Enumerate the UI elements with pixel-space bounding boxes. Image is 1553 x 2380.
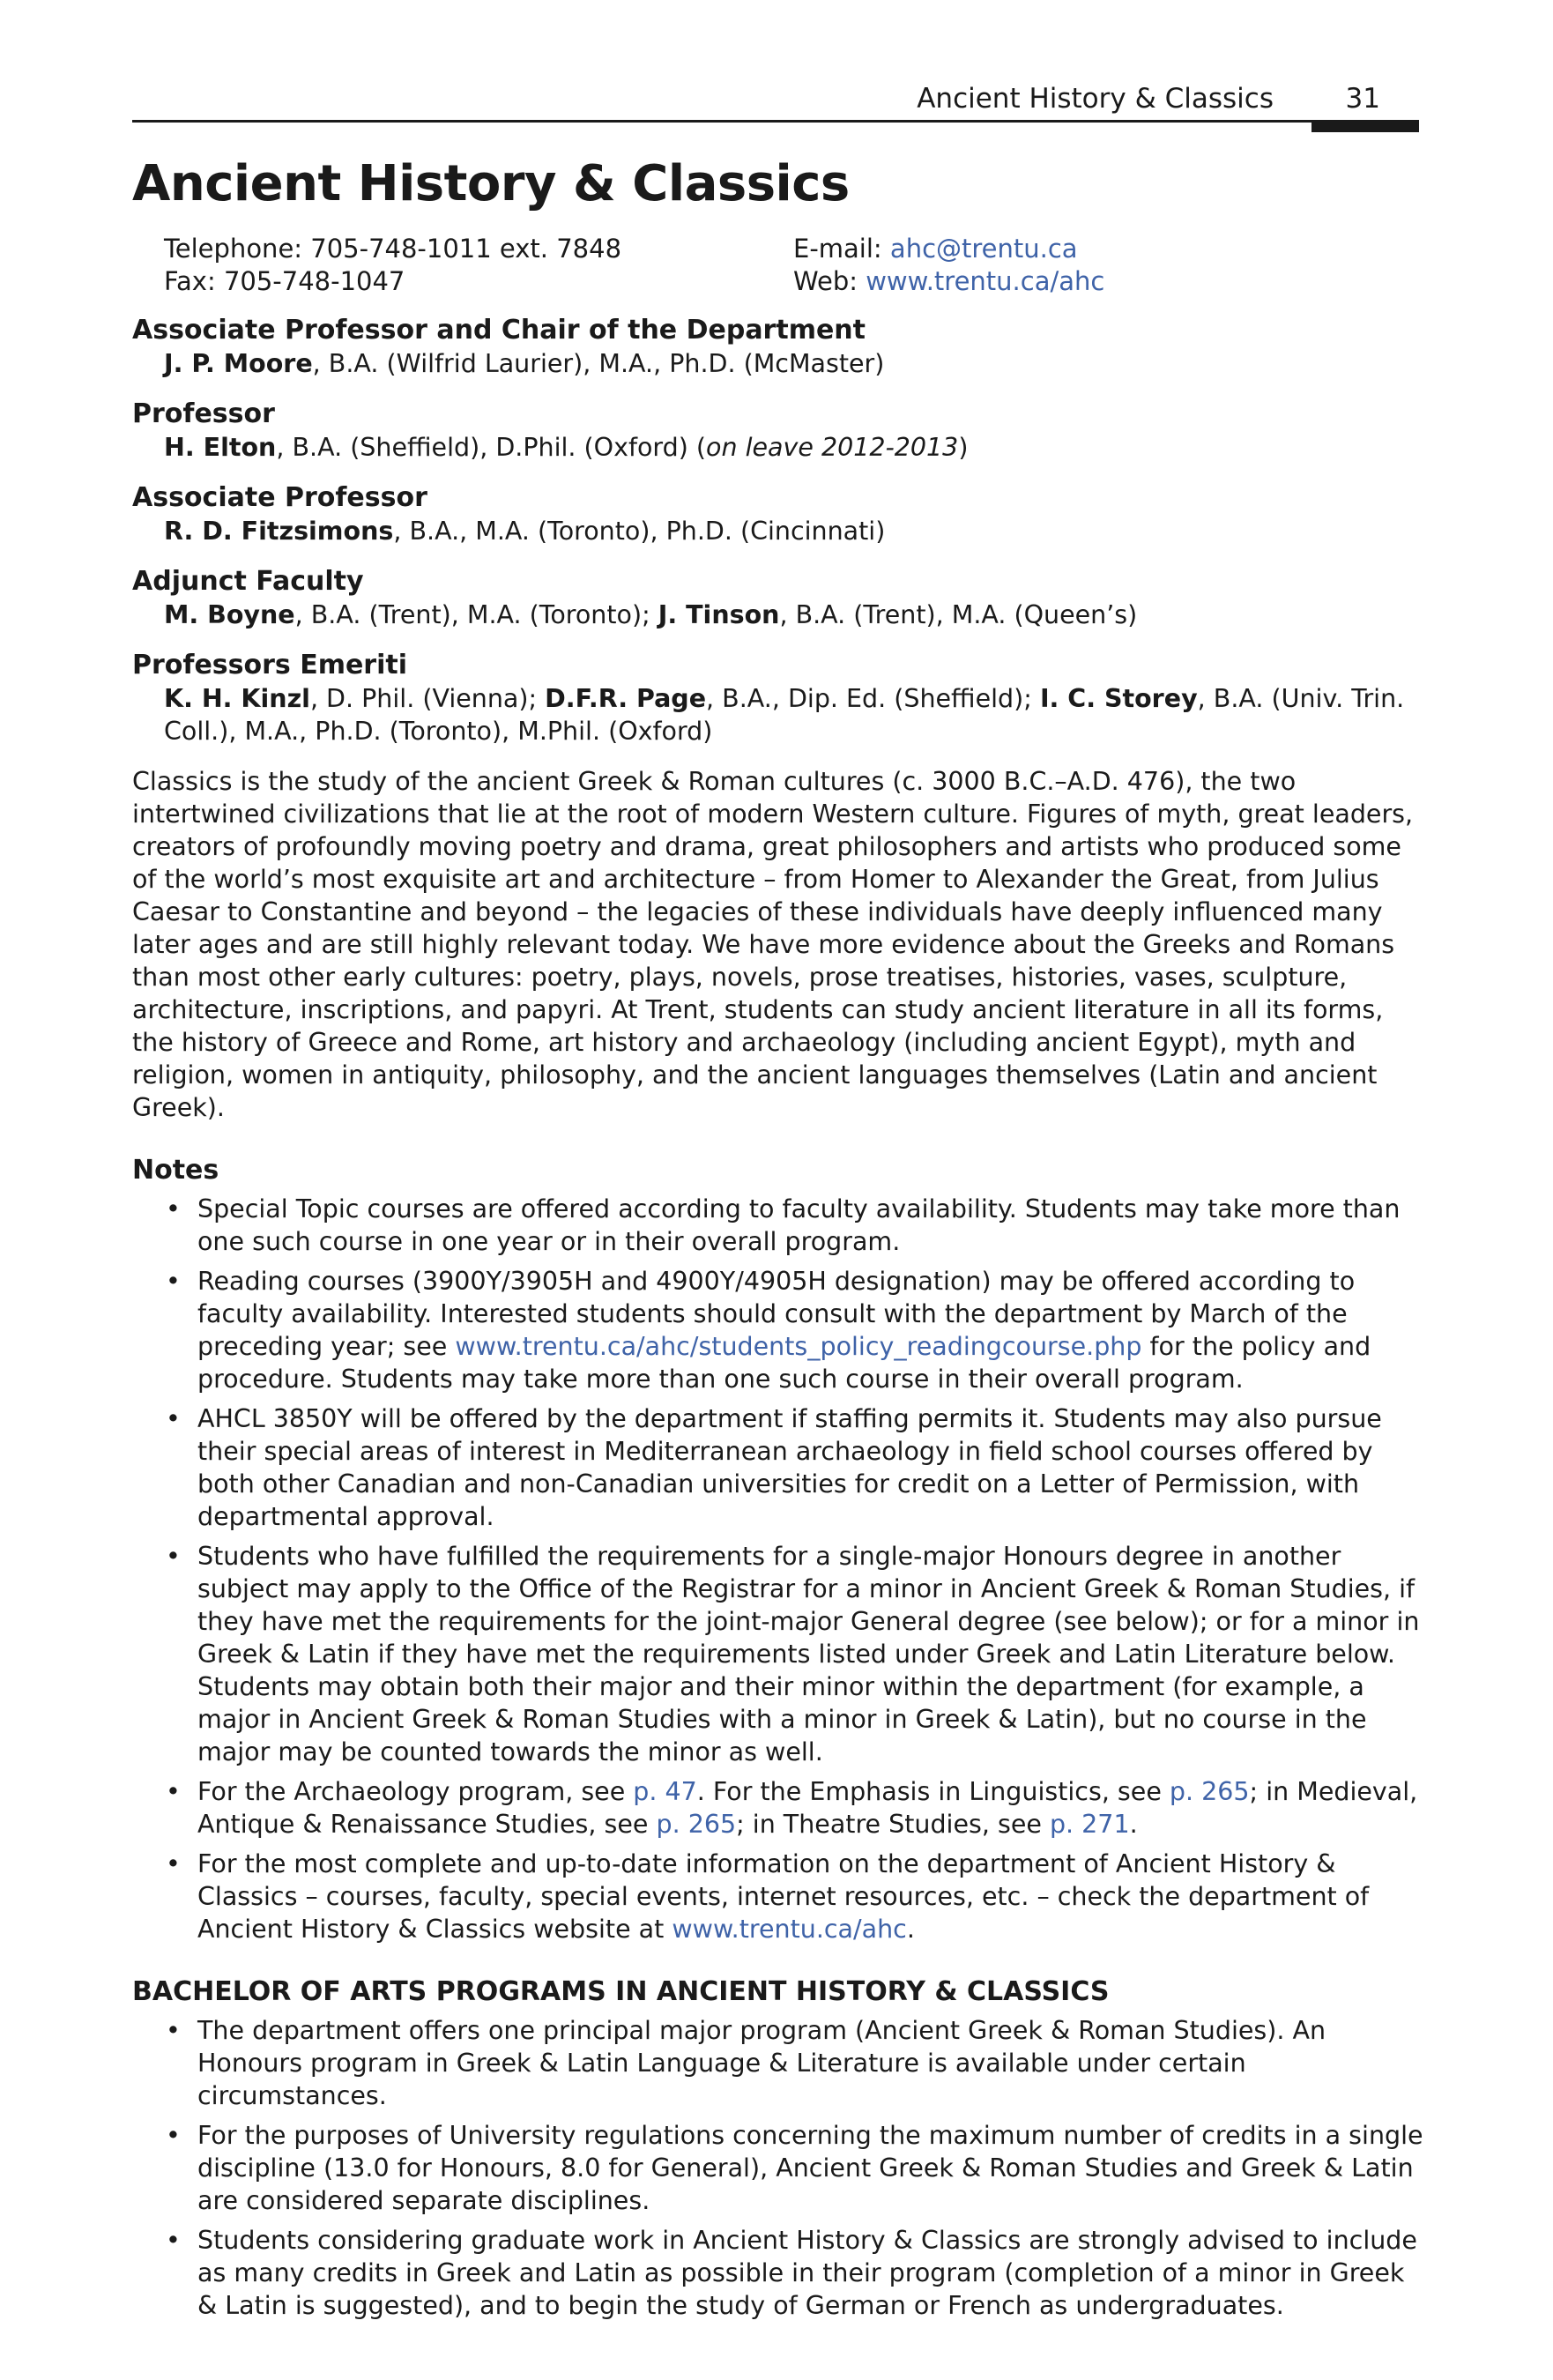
faculty-members (132, 347, 1423, 380)
ba-programs-list (132, 2014, 1423, 2322)
faculty-list (132, 314, 1423, 747)
faculty-credentials: , B.A. (Trent), M.A. (Queen’s) (779, 600, 1138, 629)
web-link[interactable]: www.trentu.ca/ahc (866, 266, 1105, 296)
page-number: 31 (1345, 83, 1380, 115)
faculty-group (132, 314, 1423, 380)
cross-reference-link[interactable]: p. 265 (1169, 1777, 1250, 1806)
faculty-name: R. D. Fitzsimons (164, 517, 394, 546)
list-item-text: . (1129, 1810, 1138, 1839)
faculty-group (132, 398, 1423, 464)
bullet-icon: • (166, 1267, 181, 1296)
header-tab-marker (1312, 120, 1419, 132)
running-header-title: Ancient History & Classics (917, 83, 1274, 115)
bullet-icon: • (166, 1542, 181, 1571)
list-item (132, 2014, 1423, 2112)
intro-paragraph: Classics is the study of the ancient Greek & Roman cultures (c. 3000 B.C.–A.D. 476), the two intertwined civilizations that lie at the root of modern Western culture. Figures of myth, great leaders, creators of profoundly moving poetry and drama, great philosophers and artists who produced some of the world’s most exquisite art and architecture – from Homer to Alexander the Great, from Julius Caesar to Constantine and beyond – the legacies of these individuals have deeply influenced many later ages and are still highly relevant today. We have more evidence about the Greeks and Romans than most other early cultures: poetry, plays, novels, prose treatises, histories, vases, sculpture, architecture, inscriptions, and papyri. At Trent, students can study ancient literature in all its forms, the history of Greece and Rome, art history and archaeology (including ancient Egypt), myth and religion, women in antiquity, philosophy, and the ancient languages themselves (Latin and ancient Greek). (132, 767, 1414, 1122)
list-item (132, 1193, 1423, 1258)
faculty-members (132, 682, 1423, 747)
notes-list (132, 1193, 1423, 1945)
contact-email-web (793, 233, 1104, 298)
contact-phone-fax (164, 233, 621, 298)
list-item-text: ; in Medieval, Antique & Renaissance Studies, see (197, 1777, 1418, 1839)
bullet-icon: • (166, 1194, 181, 1223)
fax: Fax: 705-748-1047 (164, 266, 405, 296)
faculty-credentials: , B.A., M.A. (Toronto), Ph.D. (Cincinnati) (393, 517, 886, 546)
cross-reference-link[interactable]: p. 265 (656, 1810, 737, 1839)
faculty-credentials: , B.A. (Trent), M.A. (Toronto); (294, 600, 658, 629)
list-item-text: Special Topic courses are offered according to faculty availability. Students may take more than one such course in one year or in their overall program. (197, 1194, 1401, 1256)
faculty-name: D.F.R. Page (545, 684, 707, 713)
faculty-members (132, 599, 1423, 631)
ba-programs-heading: BACHELOR OF ARTS PROGRAMS IN ANCIENT HISTORY & CLASSICS (132, 1976, 1110, 2007)
list-item (132, 1775, 1423, 1841)
faculty-credentials: ) (958, 433, 969, 462)
list-item (132, 1848, 1423, 1945)
faculty-role: Associate Professor (132, 482, 427, 513)
faculty-name: I. C. Storey (1039, 684, 1198, 713)
faculty-credentials: , B.A., Dip. Ed. (Sheffield); (706, 684, 1040, 713)
list-item (132, 2119, 1423, 2217)
faculty-group (132, 481, 1423, 547)
faculty-group (132, 565, 1423, 631)
notes-heading: Notes (132, 1155, 219, 1186)
faculty-credentials: on leave 2012-2013 (706, 433, 959, 462)
cross-reference-link[interactable]: www.trentu.ca/ahc (672, 1915, 907, 1944)
list-item-text: For the purposes of University regulations concerning the maximum number of credits in a single discipline (13.0 for Honours, 8.0 for General), Ancient Greek & Roman Studies and Greek & Latin are considered separate disciplines. (197, 2121, 1423, 2215)
faculty-name: H. Elton (164, 433, 277, 462)
list-item (132, 2224, 1423, 2322)
header-rule (132, 120, 1419, 123)
web-line (793, 265, 1104, 298)
bullet-icon: • (166, 1849, 181, 1878)
telephone: Telephone: 705-748-1011 ext. 7848 (164, 234, 622, 264)
list-item-text: For the Archaeology program, see (197, 1777, 634, 1806)
cross-reference-link[interactable]: p. 271 (1049, 1810, 1130, 1839)
list-item-text: Reading courses (3900Y/3905H and 4900Y/4905H designation) may be offered according to faculty availability. Interested students should consult with the department by March of the preceding year; see (197, 1267, 1356, 1361)
list-item-text: The department offers one principal major program (Ancient Greek & Roman Studies). An Honours program in Greek & Latin Language & Literature is available under certain circumstances. (197, 2016, 1326, 2110)
web-label: Web: (793, 266, 866, 296)
list-item-text: For the most complete and up-to-date information on the department of Ancient History & Classics – courses, faculty, special events, internet resources, etc. – check the department of Ancient History & Classics website at (197, 1849, 1370, 1944)
list-item-text: Students who have fulfilled the requirements for a single-major Honours degree in another subject may apply to the Office of the Registrar for a minor in Ancient Greek & Roman Studies, if they have met the requirements for the joint-major General degree (see below); or for a minor in Greek & Latin if they have met the requirements listed under Greek and Latin Literature below. Students may obtain both their major and their minor within the department (for example, a major in Ancient Greek & Roman Studies with a minor in Greek & Latin), but no course in the major may be counted towards the minor as well. (197, 1542, 1420, 1766)
faculty-credentials: , B.A. (Univ. Trin. Coll.), M.A., Ph.D. (Toronto), M.Phil. (Oxford) (164, 684, 1405, 746)
bullet-icon: • (166, 1404, 181, 1433)
list-item-text: for the policy and procedure. Students may take more than one such course in their overall program. (197, 1332, 1371, 1394)
faculty-name: J. Tinson (658, 600, 780, 629)
cross-reference-link[interactable]: p. 47 (633, 1777, 697, 1806)
email-line (793, 233, 1104, 265)
faculty-role: Professors Emeriti (132, 650, 408, 681)
list-item-text: Students considering graduate work in Ancient History & Classics are strongly advised to include as many credits in Greek and Latin as possible in their program (completion of a minor in Greek & Latin is suggested), and to begin the study of German or French as undergraduates. (197, 2226, 1417, 2320)
bullet-icon: • (166, 2226, 181, 2255)
bullet-icon: • (166, 2121, 181, 2150)
cross-reference-link[interactable]: www.trentu.ca/ahc/students_policy_readingcourse.php (455, 1332, 1142, 1361)
faculty-role: Adjunct Faculty (132, 566, 364, 597)
list-item-text: . (906, 1915, 915, 1944)
faculty-credentials: , B.A. (Wilfrid Laurier), M.A., Ph.D. (McMaster) (312, 349, 885, 378)
list-item (132, 1402, 1423, 1533)
faculty-role: Professor (132, 398, 275, 429)
faculty-name: J. P. Moore (164, 349, 313, 378)
faculty-credentials: , B.A. (Sheffield), D.Phil. (Oxford) ( (276, 433, 707, 462)
faculty-role: Associate Professor and Chair of the Department (132, 315, 866, 346)
bullet-icon: • (166, 1777, 181, 1806)
list-item (132, 1540, 1423, 1768)
page-title: Ancient History & Classics (132, 155, 850, 212)
email-link[interactable]: ahc@trentu.ca (889, 234, 1078, 264)
list-item-text: ; in Theatre Studies, see (736, 1810, 1050, 1839)
faculty-name: K. H. Kinzl (164, 684, 310, 713)
bullet-icon: • (166, 2016, 181, 2045)
running-header (132, 78, 1419, 122)
main-column (132, 314, 1423, 2329)
faculty-group (132, 649, 1423, 747)
faculty-name: M. Boyne (164, 600, 295, 629)
list-item-text: AHCL 3850Y will be offered by the department if staffing permits it. Students may also pursue their special areas of interest in Mediterranean archaeology in field school courses offered by both other Canadian and non-Canadian universities for credit on a Letter of Permission, with departmental approval. (197, 1404, 1382, 1531)
faculty-credentials: , D. Phil. (Vienna); (309, 684, 546, 713)
list-item (132, 1265, 1423, 1395)
email-label: E-mail: (793, 234, 890, 264)
faculty-members (132, 431, 1423, 464)
faculty-members (132, 515, 1423, 547)
list-item-text: . For the Emphasis in Linguistics, see (696, 1777, 1170, 1806)
